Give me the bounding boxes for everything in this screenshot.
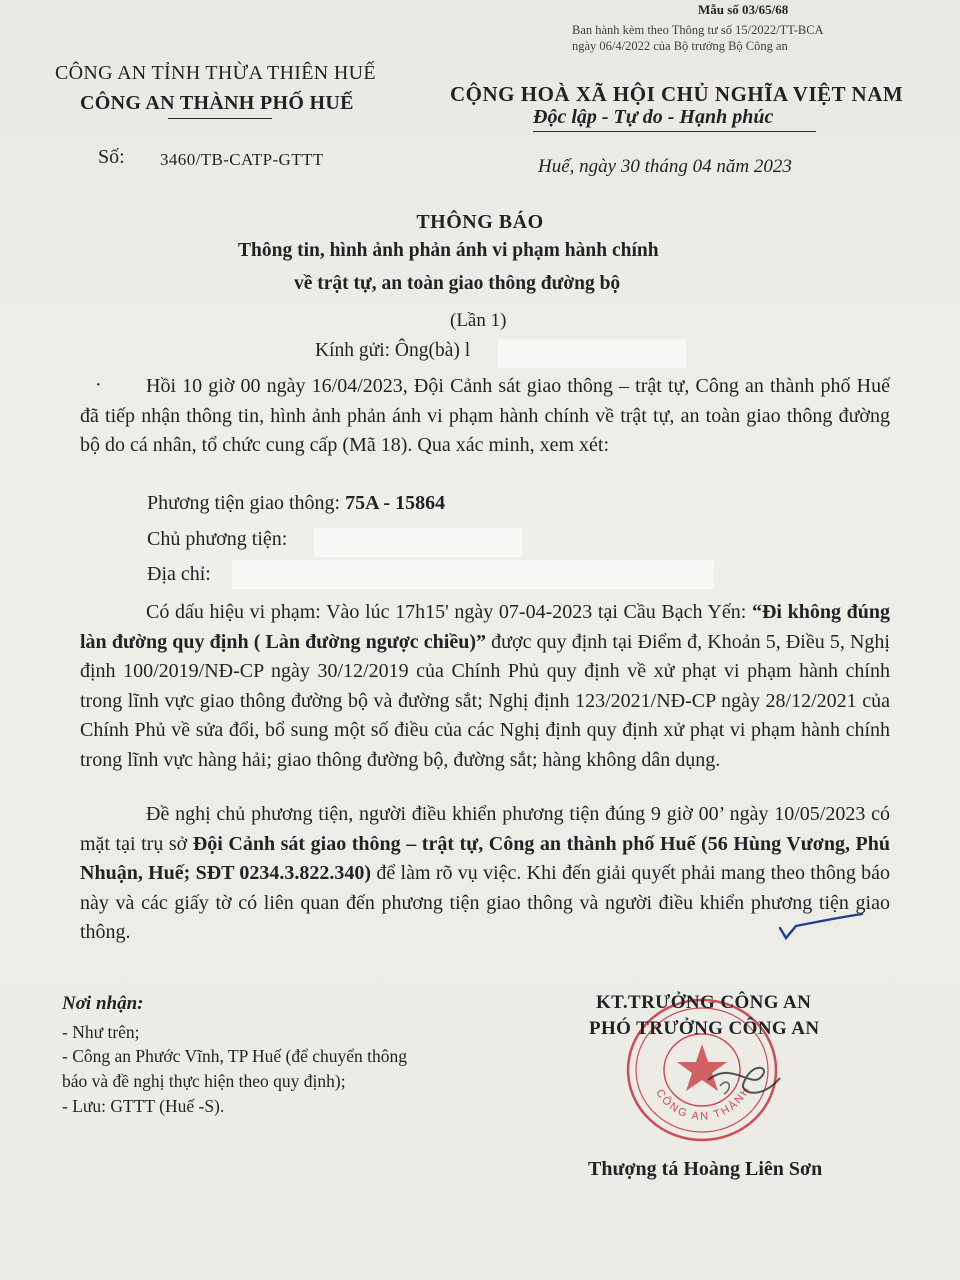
form-note-line-2: ngày 06/4/2022 của Bộ trưởng Bộ Công an bbox=[572, 39, 788, 53]
signature-title-1: KT.TRƯỞNG CÔNG AN bbox=[596, 992, 812, 1013]
agency-name: CÔNG AN THÀNH PHỐ HUẾ bbox=[80, 92, 354, 114]
redaction-owner bbox=[314, 528, 522, 557]
country-name: CỘNG HOÀ XÃ HỘI CHỦ NGHĨA VIỆT NAM bbox=[450, 82, 904, 106]
request-rest: để làm rõ vụ việc. Khi đến giải quyết phải mang theo thông báo này và các giấy tờ có liên quan đến phương tiện giao thông và người điều khiển phương tiện giao thông. bbox=[80, 862, 891, 943]
violation-legal-basis: được quy định tại Điểm đ, Khoản 5, Điều 5, Nghị định 100/2019/NĐ-CP ngày 30/12/2019 của Chính Phủ quy định về xử phạt vi phạm hành chính trong lĩnh vực giao thông đường bộ và đường sắt; Nghị định 123/2021/NĐ-CP ngày 28/12/2021 của Chính Phủ về sửa đổi, bổ sung một số điều của các Nghị định quy định xử phạt vi phạm hành chính trong lĩnh vực hàng hải; giao thông đường bộ, đường sắt; hàng không dân dụng. bbox=[80, 630, 890, 771]
intro-paragraph bbox=[80, 372, 890, 461]
greeting: Kính gửi: Ông(bà) l bbox=[315, 340, 471, 361]
doc-title: THÔNG BÁO bbox=[416, 211, 544, 233]
doc-subtitle-1: Thông tin, hình ảnh phản ánh vi phạm hành chính bbox=[238, 240, 659, 261]
pen-check-mark bbox=[776, 912, 866, 946]
vehicle-plate: 75A - 15864 bbox=[345, 492, 446, 514]
issue-date: Huế, ngày 30 tháng 04 năm 2023 bbox=[538, 156, 792, 177]
form-note-line-1: Ban hành kèm theo Thông tư số 15/2022/TT-BCA bbox=[572, 23, 824, 37]
motto-underline bbox=[533, 131, 816, 132]
request-location: Đội Cảnh sát giao thông – trật tự, Công an thành phố Huế (56 Hùng Vương, Phú Nhuận, Huế; SĐT 0234.3.822.340) bbox=[80, 832, 890, 884]
recipient-item: - Lưu: GTTT (Huế -S). bbox=[62, 1096, 225, 1116]
violation-lead: Có dấu hiệu vi phạm: Vào lúc 17h15' ngày 07-04-2023 tại Cầu Bạch Yến: bbox=[146, 601, 747, 623]
violation-paragraph bbox=[80, 598, 890, 775]
recipient-item: báo và đề nghị thực hiện theo quy định); bbox=[62, 1071, 346, 1091]
doc-subtitle-2: về trật tự, an toàn giao thông đường bộ bbox=[294, 273, 621, 294]
doc-number-label: Số: bbox=[98, 146, 125, 168]
svg-text:CÔNG AN THÀNH: CÔNG AN THÀNH bbox=[653, 1083, 753, 1123]
intro-text: Hồi 10 giờ 00 ngày 16/04/2023, Đội Cảnh sát giao thông – trật tự, Công an thành phố Huế đã tiếp nhận thông tin, hình ảnh phản ánh vi phạm hành chính về trật tự, an toàn giao thông đường bộ do cá nhân, tổ chức cung cấp (Mã 18). Qua xác minh, xem xét: bbox=[80, 375, 890, 456]
recipients-title: Nơi nhận: bbox=[62, 993, 144, 1014]
violation-name: “Đi không đúng làn đường quy định ( Làn đường ngược chiều)” bbox=[80, 601, 890, 653]
doc-number: 3460/TB-CATP-GTTT bbox=[160, 150, 324, 169]
vehicle-line bbox=[147, 492, 445, 515]
address-label: Địa chỉ: bbox=[147, 563, 211, 585]
stray-mark: · bbox=[95, 374, 102, 396]
national-motto: Độc lập - Tự do - Hạnh phúc bbox=[533, 106, 774, 128]
owner-label: Chủ phương tiện: bbox=[147, 528, 288, 550]
signer-name: Thượng tá Hoàng Liên Sơn bbox=[588, 1158, 823, 1180]
vehicle-label: Phương tiện giao thông: bbox=[147, 492, 346, 514]
redaction-recipient-name bbox=[498, 339, 686, 368]
recipient-item: - Công an Phước Vĩnh, TP Huế (để chuyển thông bbox=[62, 1046, 408, 1066]
signature-title-2: PHÓ TRƯỞNG CÔNG AN bbox=[589, 1018, 820, 1039]
request-paragraph bbox=[80, 800, 890, 948]
agency-parent: CÔNG AN TỈNH THỪA THIÊN HUẾ bbox=[55, 62, 376, 84]
redaction-address bbox=[232, 560, 714, 589]
agency-underline bbox=[168, 118, 272, 119]
recipient-item: - Như trên; bbox=[62, 1022, 140, 1042]
form-code: Mẫu số 03/65/68 bbox=[698, 2, 789, 17]
notice-round: (Lần 1) bbox=[450, 310, 507, 331]
request-lead: Đề nghị chủ phương tiện, người điều khiển phương tiện đúng 9 giờ 00’ ngày 10/05/2023 có mặt tại trụ sở bbox=[80, 803, 890, 855]
form-note bbox=[572, 22, 824, 54]
official-seal bbox=[612, 990, 792, 1150]
